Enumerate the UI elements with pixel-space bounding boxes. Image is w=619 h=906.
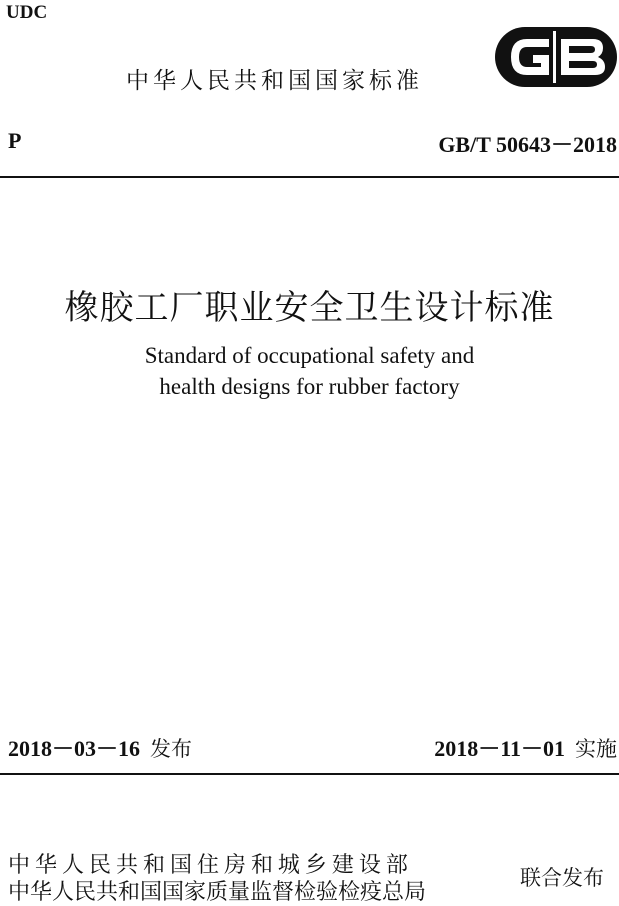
effective-label: 实施 [575, 737, 617, 761]
standard-type: 中华人民共和国国家标准 [126, 68, 423, 94]
issuer-aqsiq: 中华人民共和国国家质量监督检验检疫总局 [8, 880, 427, 905]
title-english-line2: health designs for rubber factory [159, 374, 460, 399]
standard-code: GB/T 50643－2018 [438, 132, 617, 157]
classification-code: P [8, 128, 22, 153]
issue-date: 2018－03－16 [8, 736, 141, 761]
effective-date: 2018－11－01 [434, 736, 565, 761]
effective-date-block [434, 732, 617, 763]
top-divider [0, 176, 619, 178]
issue-date-block [8, 732, 192, 763]
gb-logo-icon [493, 25, 619, 89]
issuer-mohurd: 中 华 人 民 共 和 国 住 房 和 城 乡 建 设 部 [8, 853, 407, 878]
title-chinese: 橡胶工厂职业安全卫生设计标准 [64, 288, 555, 328]
udc-label: UDC [6, 2, 48, 23]
issue-label: 发布 [150, 737, 193, 761]
title-english-line1: Standard of occupational safety and [144, 343, 475, 368]
joint-issue-label: 联合发布 [520, 866, 604, 890]
bottom-divider [0, 773, 619, 775]
